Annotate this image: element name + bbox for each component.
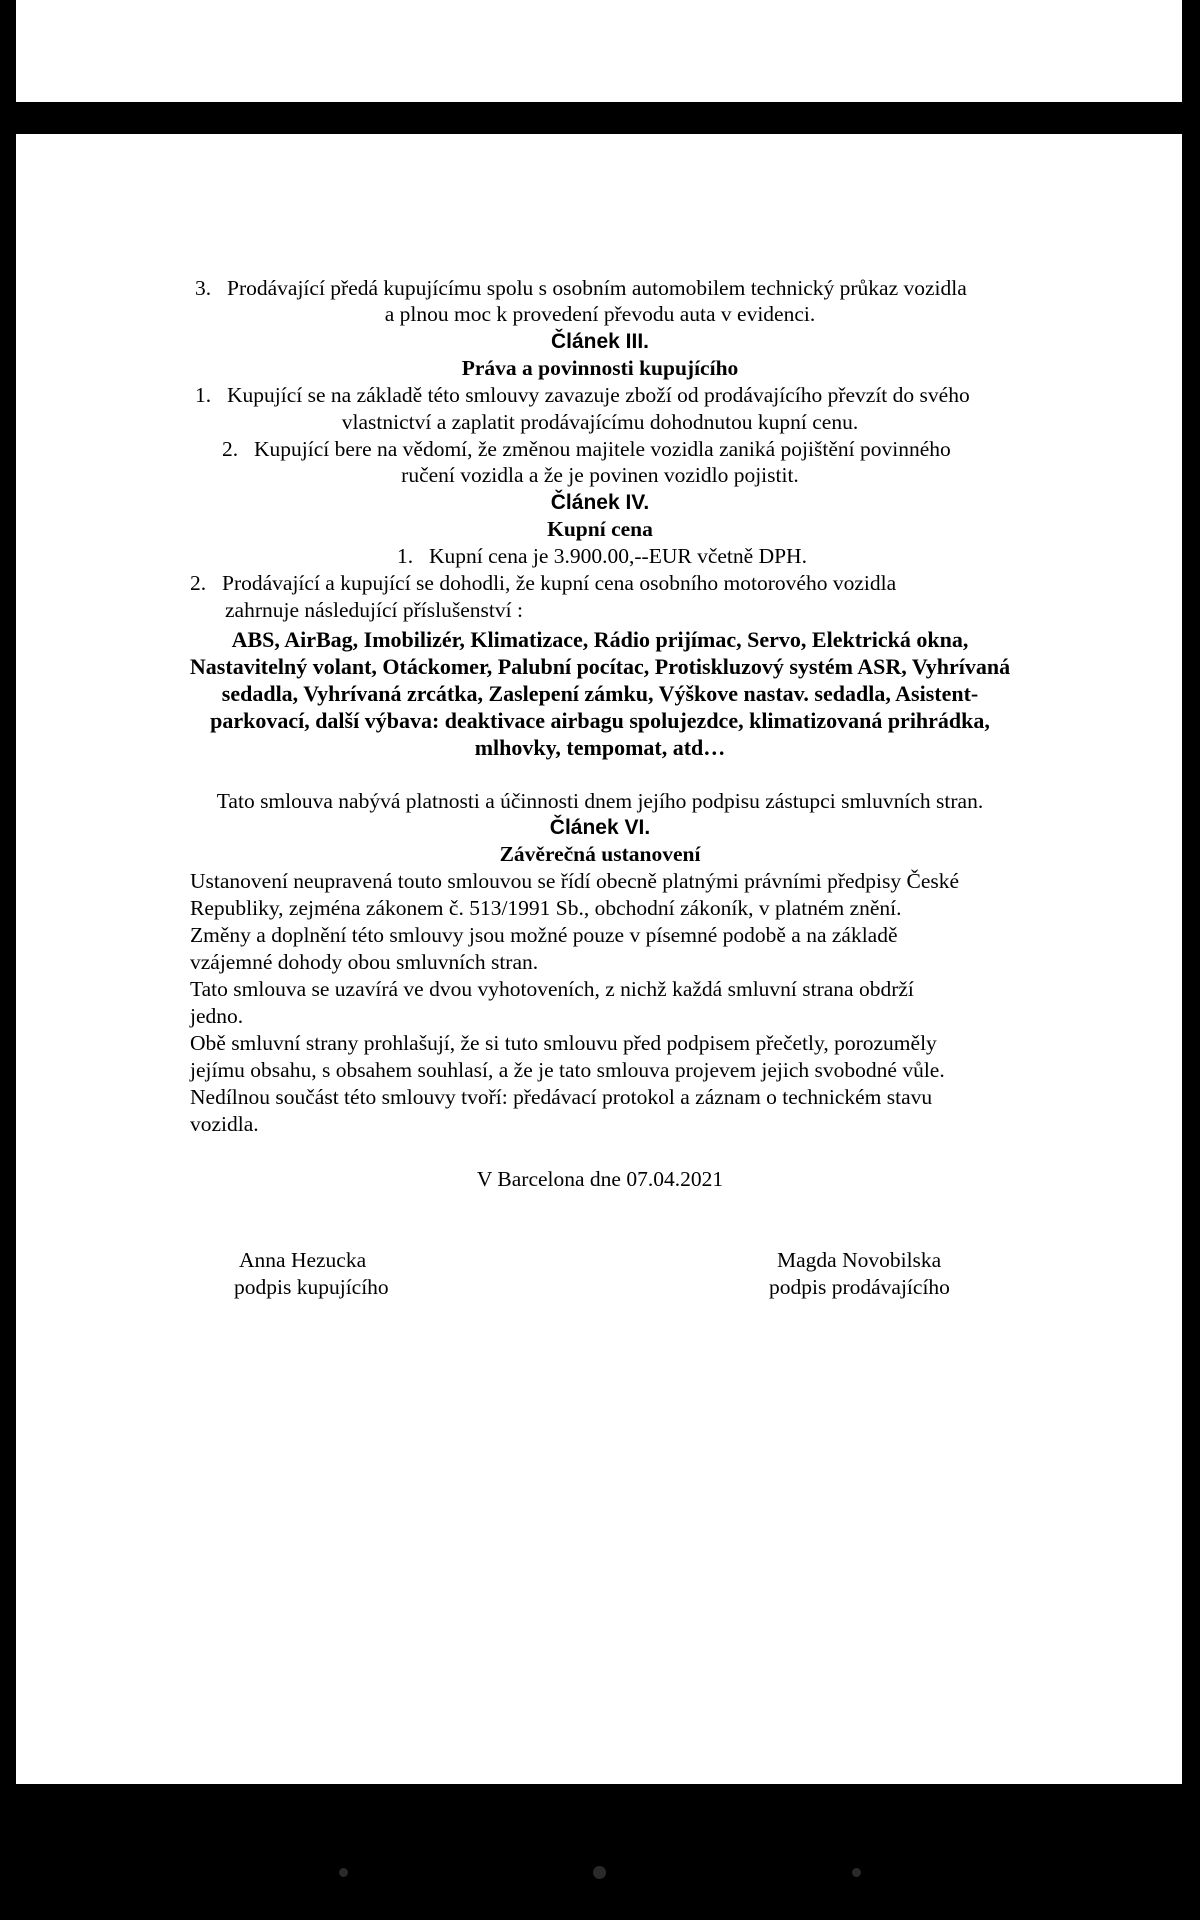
paragraph-line: jedno. [190,1004,244,1028]
place-date: V Barcelona dne 07.04.2021 [476,1167,724,1191]
paragraph-line: Tato smlouva se uzavírá ve dvou vyhotoveních, z nichž každá smluvní strana obdrží [190,977,914,1001]
paragraph-line: Republiky, zejména zákonem č. 513/1991 Sb., obchodní zákoník, v platném znění. [190,896,902,920]
article-heading: Článek III. [550,330,650,353]
buyer-name: Anna Hezucka [239,1248,367,1272]
paragraph-line: Změny a doplnění této smlouvy jsou možné pouze v písemné podobě a na základě [190,923,898,947]
article-subheading: Kupní cena [547,517,653,541]
article-subheading: Práva a povinnosti kupujícího [461,356,739,380]
list-number: 1. [195,383,212,407]
list-text-continued: zahrnuje následující příslušenství : [225,598,523,622]
paragraph-line: jejímu obsahu, s obsahem souhlasí, a že je tato smlouva projevem jejich svobodné vůle. [190,1058,945,1082]
article-heading: Článek IV. [550,491,650,514]
list-item [195,275,967,302]
equipment-line: Nastavitelný volant, Otáckomer, Palubní pocítac, Protiskluzový systém ASR, Vyhrívaná [189,654,1011,679]
buyer-signature-label: podpis kupujícího [234,1275,389,1299]
paragraph-line: vozidla. [190,1112,259,1136]
equipment-line: parkovací, další výbava: deaktivace airbagu spolujezdce, klimatizovaná prihrádka, [210,708,990,733]
list-text-continued: vlastnictví a zaplatit prodávajícímu dohodnutou kupní cenu. [341,410,859,434]
list-text: Prodávající a kupující se dohodli, že kupní cena osobního motorového vozidla [222,571,897,595]
list-text: Kupující se na základě této smlouvy zavazuje zboží od prodávajícího převzít do svého [227,383,970,407]
back-icon[interactable] [339,1868,348,1877]
validity-clause: Tato smlouva nabývá platnosti a účinnosti dnem jejího podpisu zástupci smluvních stran. [216,789,984,813]
article-heading: Článek VI. [549,816,651,839]
equipment-line: mlhovky, tempomat, atd… [474,735,726,760]
equipment-line: sedadla, Vyhrívaná zrcátka, Zaslepení zámku, Výškove nastav. sedadla, Asistent- [221,681,979,706]
paragraph-line: vzájemné dohody obou smluvních stran. [190,950,539,974]
list-text-continued: a plnou moc k provedení převodu auta v evidenci. [384,302,816,326]
equipment-line: ABS, AirBag, Imobilizér, Klimatizace, Rádio prijímac, Servo, Elektrická okna, [231,627,969,652]
previous-page [16,0,1182,102]
list-number: 2. [222,437,239,461]
list-text: Kupující bere na vědomí, že změnou majitele vozidla zaniká pojištění povinného [254,437,951,461]
list-text: Prodávající předá kupujícímu spolu s osobním automobilem technický průkaz vozidla [227,276,967,300]
seller-signature-label: podpis prodávajícího [769,1275,950,1299]
list-number: 2. [190,571,207,595]
list-number: 3. [195,276,212,300]
list-text: Kupní cena je 3.900.00,--EUR včetně DPH. [429,544,807,568]
paragraph-line: Ustanovení neupravená touto smlouvou se řídí obecně platnými právními předpisy České [190,869,960,893]
list-text-continued: ručení vozidla a že je povinen vozidlo pojistit. [401,463,799,487]
list-item [190,570,896,597]
list-item [195,382,970,409]
seller-name: Magda Novobilska [777,1248,942,1272]
list-number: 1. [397,544,414,568]
article-subheading: Závěrečná ustanovení [499,842,701,866]
paragraph-line: Obě smluvní strany prohlašují, že si tuto smlouvu před podpisem přečetly, porozuměly [190,1031,937,1055]
recents-icon[interactable] [852,1868,861,1877]
list-item [397,543,807,570]
list-item [222,436,951,463]
home-icon[interactable] [593,1866,606,1879]
paragraph-line: Nedílnou součást této smlouvy tvoří: předávací protokol a záznam o technickém stavu [190,1085,933,1109]
